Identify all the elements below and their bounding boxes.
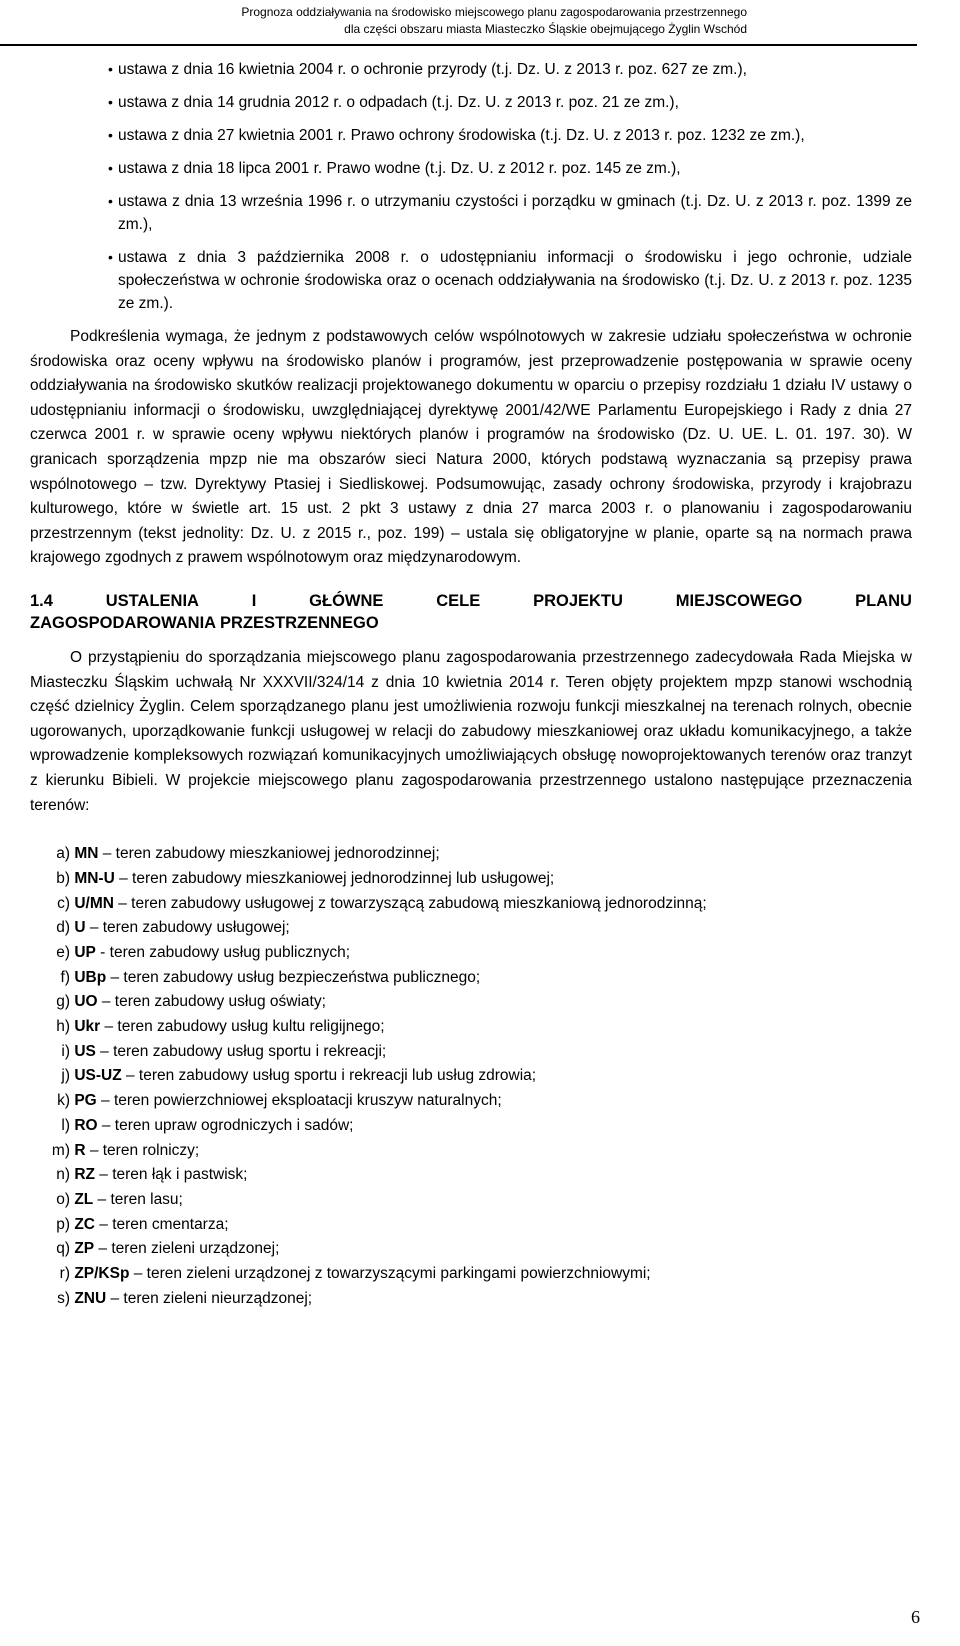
zone-separator: –	[85, 919, 103, 937]
zone-description: teren zabudowy usług sportu i rekreacji;	[113, 1042, 387, 1060]
list-letter: q)	[56, 1240, 70, 1258]
list-letter: j)	[61, 1067, 70, 1085]
zone-separator: –	[129, 1265, 147, 1283]
zone-separator: –	[94, 1215, 113, 1233]
zone-separator: –	[98, 845, 116, 863]
header-title	[187, 4, 747, 38]
list-letter: d)	[56, 919, 70, 937]
zone-code: PG	[74, 1092, 97, 1110]
heading-word: 1.4	[30, 591, 53, 610]
list-item	[30, 842, 912, 867]
list-item: • ustawa z dnia 13 września 1996 r. o utrzymaniu czystości i porządku w gminach (t.j. Dz. U. z 2013 r. poz. 1399 ze zm.),	[30, 190, 912, 236]
zone-code: US-UZ	[74, 1067, 122, 1085]
list-item	[30, 941, 912, 966]
list-item	[30, 1040, 912, 1065]
list-item	[30, 1089, 912, 1114]
list-item	[30, 1213, 912, 1238]
list-item: • ustawa z dnia 3 października 2008 r. o udostępnianiu informacji o środowisku i jego ochronie, udziale społeczeństwa w ochronie środowiska oraz o ocenach oddziaływania na środowisko (t.j. Dz. U. z 2013 r. poz. 1235 ze zm.).	[30, 246, 912, 315]
zone-description: teren zabudowy usługowej z towarzyszącą zabudową mieszkaniową jednorodzinną;	[131, 894, 707, 912]
list-item: • ustawa z dnia 16 kwietnia 2004 r. o ochronie przyrody (t.j. Dz. U. z 2013 r. poz. 627 ze zm.),	[30, 58, 912, 81]
list-item: • ustawa z dnia 27 kwietnia 2001 r. Prawo ochrony środowiska (t.j. Dz. U. z 2013 r. poz. 1232 ze zm.),	[30, 124, 912, 147]
zone-separator: –	[114, 869, 133, 887]
list-item	[30, 1188, 912, 1213]
zone-separator: -	[95, 943, 110, 961]
header-line-2: dla części obszaru miasta Miasteczko Śląskie obejmującego Żyglin Wschód	[344, 22, 747, 36]
zone-code: RZ	[74, 1166, 95, 1184]
header-line-1: Prognoza oddziaływania na środowisko miejscowego planu zagospodarowania przestrzennego	[241, 5, 747, 19]
list-item	[30, 1139, 912, 1164]
list-letter: f)	[60, 968, 70, 986]
zone-separator: –	[97, 993, 115, 1011]
list-item	[30, 867, 912, 892]
list-item	[30, 1237, 912, 1262]
list-item	[30, 966, 912, 991]
zone-description: teren zabudowy usług sportu i rekreacji lub usług zdrowia;	[138, 1067, 537, 1085]
zone-separator: –	[106, 1289, 124, 1307]
zone-code: MN	[74, 845, 99, 863]
zone-description: teren powierzchniowej eksploatacji kruszyw naturalnych;	[113, 1092, 502, 1110]
list-letter: i)	[61, 1042, 70, 1060]
land-use-list	[30, 842, 912, 1311]
list-letter: k)	[57, 1092, 70, 1110]
zone-separator: –	[94, 1240, 112, 1258]
list-letter: h)	[56, 1018, 70, 1036]
page-header	[0, 0, 960, 44]
section-heading	[30, 590, 912, 634]
list-item: • ustawa z dnia 18 lipca 2001 r. Prawo wodne (t.j. Dz. U. z 2012 r. poz. 145 ze zm.),	[30, 157, 912, 180]
list-letter: o)	[56, 1190, 70, 1208]
zone-code: ZC	[74, 1215, 95, 1233]
list-item	[30, 916, 912, 941]
list-item	[30, 1064, 912, 1089]
heading-word: USTALENIA	[105, 591, 199, 610]
list-item	[30, 1015, 912, 1040]
heading-word: MIEJSCOWEGO	[675, 591, 803, 610]
zone-description: teren zabudowy usługowej;	[102, 919, 290, 937]
zone-separator: –	[94, 1166, 113, 1184]
zone-code: R	[74, 1141, 86, 1159]
list-letter: b)	[56, 869, 70, 887]
zone-separator: –	[100, 1018, 118, 1036]
list-item	[30, 1287, 912, 1312]
paragraph-plan-goals: O przystąpieniu do sporządzania miejscowego planu zagospodarowania przestrzennego zadecydowała Rada Miejska w Miasteczku Śląskim uchwałą Nr XXXVII/324/14 z dnia 10 kwietnia 2014 r. Teren objęty projektem mpzp stanowi wschodnią część dzielnicy Żyglin. Celem sporządzanego planu jest umożliwienia rozwoju funkcji mieszkalnej na terenach rolnych, obecnie ugorowanych, uporządkowanie funkcji usługowej w relacji do zabudowy mieszkaniowej oraz układu komunikacyjnego, a także wprowadzenie kompleksowych rozwiązań komunikacyjnych umożliwiających obsługę nowoprojektowanych terenów oraz tranzyt z kierunku Bibieli. W projekcie miejscowego planu zagospodarowania przestrzennego ustalono następujące przeznaczenia terenów:	[30, 648, 912, 814]
heading-word: PLANU	[855, 591, 912, 610]
list-letter: c)	[57, 894, 70, 912]
zone-code: ZP	[74, 1240, 95, 1258]
zone-separator: –	[85, 1141, 103, 1159]
zone-description: teren upraw ogrodniczych i sadów;	[114, 1116, 354, 1134]
list-letter: e)	[56, 943, 70, 961]
zone-separator: –	[121, 1067, 139, 1085]
heading-word: I	[251, 591, 257, 610]
zone-description: teren łąk i pastwisk;	[112, 1166, 248, 1184]
zone-code: U/MN	[74, 894, 114, 912]
zone-code: ZP/KSp	[74, 1265, 130, 1283]
zone-code: MN-U	[74, 869, 115, 887]
zone-code: Ukr	[74, 1018, 101, 1036]
zone-description: teren zabudowy mieszkaniowej jednorodzinnej lub usługowej;	[132, 869, 555, 887]
zone-code: ZL	[74, 1190, 94, 1208]
zone-separator: –	[95, 1042, 114, 1060]
legal-acts-list	[30, 58, 912, 315]
header-rule	[0, 44, 917, 46]
document-body	[30, 58, 912, 1311]
list-letter: n)	[56, 1166, 70, 1184]
heading-word: GŁÓWNE	[309, 591, 384, 610]
zone-description: teren zieleni urządzonej z towarzyszącymi parkingami powierzchniowymi;	[146, 1265, 651, 1283]
zone-description: teren zabudowy usług kultu religijnego;	[117, 1018, 385, 1036]
zone-separator: –	[106, 968, 124, 986]
list-item	[30, 990, 912, 1015]
heading-line-1	[30, 590, 912, 612]
zone-description: teren cmentarza;	[112, 1215, 229, 1233]
zone-code: UBp	[74, 968, 107, 986]
zone-description: teren zieleni urządzonej;	[111, 1240, 280, 1258]
zone-code: RO	[74, 1116, 98, 1134]
zone-code: UP	[74, 943, 96, 961]
list-letter: g)	[56, 993, 70, 1011]
zone-description: teren zabudowy usług publicznych;	[109, 943, 351, 961]
list-item	[30, 1163, 912, 1188]
list-letter: a)	[56, 845, 70, 863]
zone-description: teren lasu;	[110, 1190, 183, 1208]
heading-line-2: ZAGOSPODAROWANIA PRZESTRZENNEGO	[30, 613, 379, 632]
list-letter: p)	[56, 1215, 70, 1233]
list-item: • ustawa z dnia 14 grudnia 2012 r. o odpadach (t.j. Dz. U. z 2013 r. poz. 21 ze zm.),	[30, 91, 912, 114]
zone-code: US	[74, 1042, 96, 1060]
zone-description: teren zabudowy mieszkaniowej jednorodzinnej;	[115, 845, 440, 863]
zone-code: UO	[74, 993, 98, 1011]
zone-code: U	[74, 919, 86, 937]
list-letter: r)	[59, 1265, 70, 1283]
zone-separator: –	[113, 894, 132, 912]
list-letter: s)	[57, 1289, 70, 1307]
zone-description: teren zieleni nieurządzonej;	[123, 1289, 313, 1307]
list-item	[30, 1262, 912, 1287]
zone-description: teren zabudowy usług oświaty;	[114, 993, 326, 1011]
list-letter: l)	[61, 1116, 70, 1134]
heading-word: PROJEKTU	[533, 591, 623, 610]
zone-code: ZNU	[74, 1289, 107, 1307]
zone-description: teren zabudowy usług bezpieczeństwa publicznego;	[123, 968, 481, 986]
list-letter: m)	[51, 1141, 70, 1159]
heading-word: CELE	[436, 591, 481, 610]
zone-separator: –	[96, 1092, 114, 1110]
page-number: 6	[911, 1607, 920, 1627]
paragraph-eu-directive: Podkreślenia wymaga, że jednym z podstawowych celów wspólnotowych w zakresie udziału społeczeństwa w ochronie środowiska oraz oceny wpływu na środowisko planów i programów, jest przeprowadzenie postępowania w sprawie oceny oddziaływania na środowisko skutków realizacji projektowanego dokumentu w oparciu o przepisy rozdziału 1 działu IV ustawy o udostępnianiu informacji o środowisku, uwzględniającej dyrektywę 2001/42/WE Parlamentu Europejskiego i Rady z dnia 27 czerwca 2001 r. w sprawie oceny wpływu niektórych planów i programów na środowisko (Dz. U. UE. L. 01. 197. 30). W granicach sporządzenia mpzp nie ma obszarów sieci Natura 2000, których podstawą wyznaczania są przepisy prawa wspólnotowego – tzw. Dyrektywy Ptasiej i Siedliskowej. Podsumowując, zasady ochrony środowiska, przyrody i krajobrazu kulturowego, które w świetle art. 15 ust. 2 pkt 3 ustawy z dnia 27 marca 2003 r. o planowaniu i zagospodarowaniu przestrzennym (tekst jednolity: Dz. U. z 2015 r., poz. 199) – ustala się obligatoryjne w planie, oparte są na normach prawa krajowego zgodnych z prawem wspólnotowym oraz międzynarodowym.	[30, 328, 912, 567]
list-item	[30, 1114, 912, 1139]
zone-separator: –	[97, 1116, 115, 1134]
zone-description: teren rolniczy;	[102, 1141, 200, 1159]
zone-separator: –	[93, 1190, 111, 1208]
list-item	[30, 892, 912, 917]
